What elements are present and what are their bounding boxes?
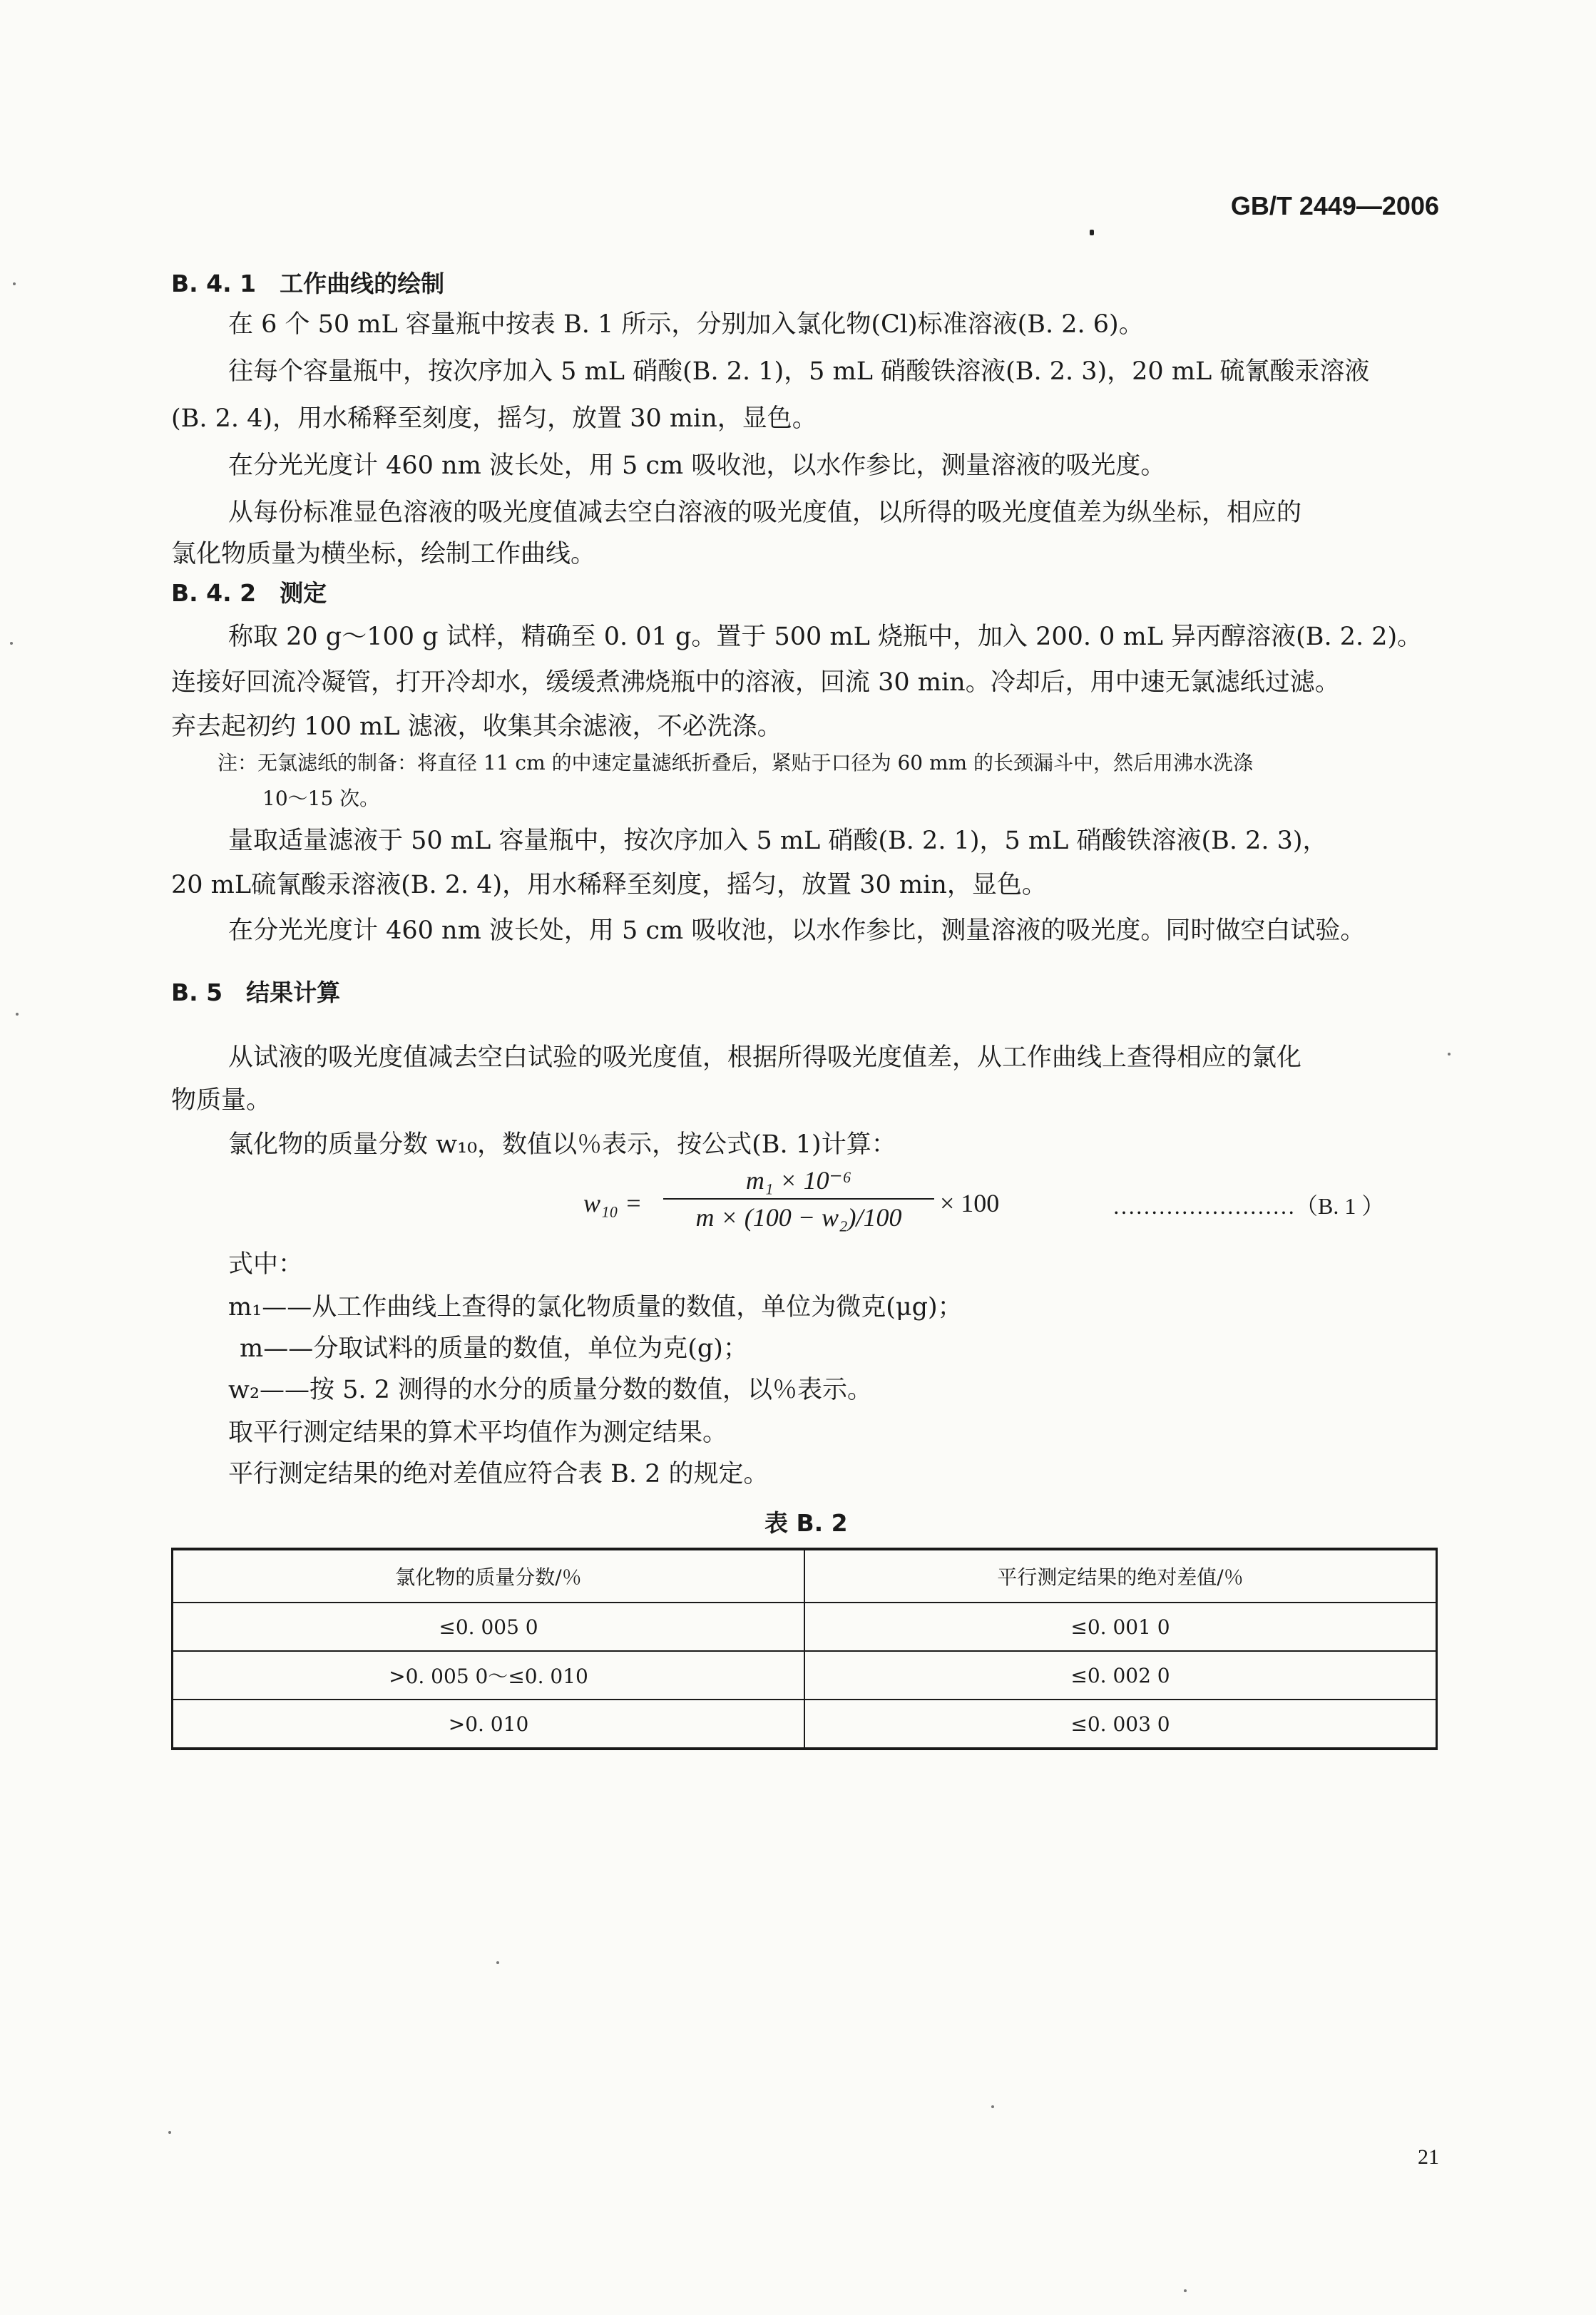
formula-lhs: w₁₀ =: [583, 1189, 643, 1217]
table-row: [173, 1700, 1437, 1749]
scan-speck: [991, 2105, 994, 2108]
paragraph: 从试液的吸光度值减去空白试验的吸光度值，根据所得吸光度值差，从工作曲线上查得相应的氯化: [228, 1043, 1302, 1072]
paragraph: 在分光光度计 460 nm 波长处，用 5 cm 吸收池，以水作参比，测量溶液的吸光度。: [228, 451, 1166, 480]
scan-speck: [13, 282, 16, 285]
paragraph: 物质量。: [171, 1086, 272, 1115]
paragraph: 平行测定结果的绝对差值应符合表 B. 2 的规定。: [228, 1460, 769, 1488]
table-cell: ≤0. 002 0: [804, 1651, 1437, 1700]
section-heading-b42: B. 4. 2 测定: [171, 579, 327, 607]
table-cell: ≤0. 005 0: [173, 1603, 805, 1651]
paragraph: (B. 2. 4)，用水稀释至刻度，摇匀，放置 30 min，显色。: [171, 404, 817, 433]
table-title: 表 B. 2: [764, 1509, 848, 1537]
section-heading-b41: B. 4. 1 工作曲线的绘制: [171, 270, 445, 297]
paragraph: 从每份标准显色溶液的吸光度值减去空白溶液的吸光度值，以所得的吸光度值差为纵坐标，相应的: [228, 499, 1302, 527]
formula-rhs: × 100: [940, 1189, 1000, 1217]
table-row: [173, 1651, 1437, 1700]
table-row: [173, 1603, 1437, 1651]
scan-speck: [1448, 1053, 1451, 1056]
table-cell: ≤0. 003 0: [804, 1700, 1437, 1749]
note: 注：无氯滤纸的制备：将直径 11 cm 的中速定量滤纸折叠后，紧贴于口径为 60 mm 的长颈漏斗中，然后用沸水洗涤: [218, 751, 1253, 775]
formula-fraction: [663, 1165, 934, 1232]
note: 10～15 次。: [262, 787, 380, 810]
paragraph: 在分光光度计 460 nm 波长处，用 5 cm 吸收池，以水作参比，测量溶液的吸光度。同时做空白试验。: [228, 916, 1366, 945]
paragraph: 式中：: [228, 1250, 304, 1279]
section-heading-b5: B. 5 结果计算: [171, 978, 341, 1006]
formula-numerator: m₁ × 10⁻⁶: [745, 1166, 852, 1195]
table-cell: ≤0. 001 0: [804, 1603, 1437, 1651]
paragraph: 连接好回流冷凝管，打开冷却水，缓缓煮沸烧瓶中的溶液，回流 30 min。冷却后，用中速无氯滤纸过滤。: [171, 668, 1340, 697]
definition: w₂——按 5. 2 测得的水分的质量分数的数值，以％表示。: [228, 1376, 873, 1404]
column-header: 平行测定结果的绝对差值/％: [804, 1549, 1437, 1603]
scan-speck: [1090, 230, 1094, 235]
scan-speck: [496, 1961, 499, 1964]
paragraph: 弃去起初约 100 mL 滤液，收集其余滤液，不必洗涤。: [171, 712, 782, 741]
paragraph: 取平行测定结果的算术平均值作为测定结果。: [228, 1419, 728, 1447]
paragraph: 往每个容量瓶中，按次序加入 5 mL 硝酸(B. 2. 1)，5 mL 硝酸铁溶液(B. 2. 3)，20 mL 硫氰酸汞溶液: [228, 357, 1370, 386]
table-cell: >0. 005 0～≤0. 010: [173, 1651, 805, 1700]
paragraph: 称取 20 g～100 g 试样，精确至 0. 01 g。置于 500 mL 烧瓶中，加入 200. 0 mL 异丙醇溶液(B. 2. 2)。: [228, 623, 1423, 651]
page-number: 21: [1418, 2145, 1439, 2169]
scan-speck: [10, 642, 13, 645]
definition: m——分取试料的质量的数值，单位为克(g)；: [240, 1334, 748, 1363]
paragraph: 氯化物的质量分数 w₁₀，数值以％表示，按公式(B. 1)计算：: [228, 1130, 896, 1159]
scan-speck: [168, 2131, 171, 2134]
table-cell: >0. 010: [173, 1700, 805, 1749]
standard-number: GB/T 2449—2006: [1230, 191, 1439, 220]
table-header-row: [173, 1549, 1437, 1603]
scan-speck: [1184, 2289, 1187, 2292]
data-table: [171, 1548, 1438, 1750]
formula-denominator: m × (100 − w₂)/100: [695, 1203, 902, 1232]
paragraph: 在 6 个 50 mL 容量瓶中按表 B. 1 所示，分别加入氯化物(Cl)标准溶液(B. 2. 6)。: [228, 310, 1144, 339]
column-header: 氯化物的质量分数/％: [173, 1549, 805, 1603]
scan-speck: [16, 1013, 19, 1016]
paragraph: 20 mL硫氰酸汞溶液(B. 2. 4)，用水稀释至刻度，摇匀，放置 30 min，显色。: [171, 871, 1047, 899]
paragraph: 氯化物质量为横坐标，绘制工作曲线。: [171, 540, 596, 568]
paragraph: 量取适量滤液于 50 mL 容量瓶中，按次序加入 5 mL 硝酸(B. 2. 1)，5 mL 硝酸铁溶液(B. 2. 3)，: [228, 827, 1328, 855]
definition: m₁——从工作曲线上查得的氯化物质量的数值，单位为微克(μg)；: [228, 1293, 963, 1322]
formula-label: ……………………（B. 1 ）: [1112, 1193, 1385, 1219]
fraction-bar: [663, 1198, 934, 1200]
